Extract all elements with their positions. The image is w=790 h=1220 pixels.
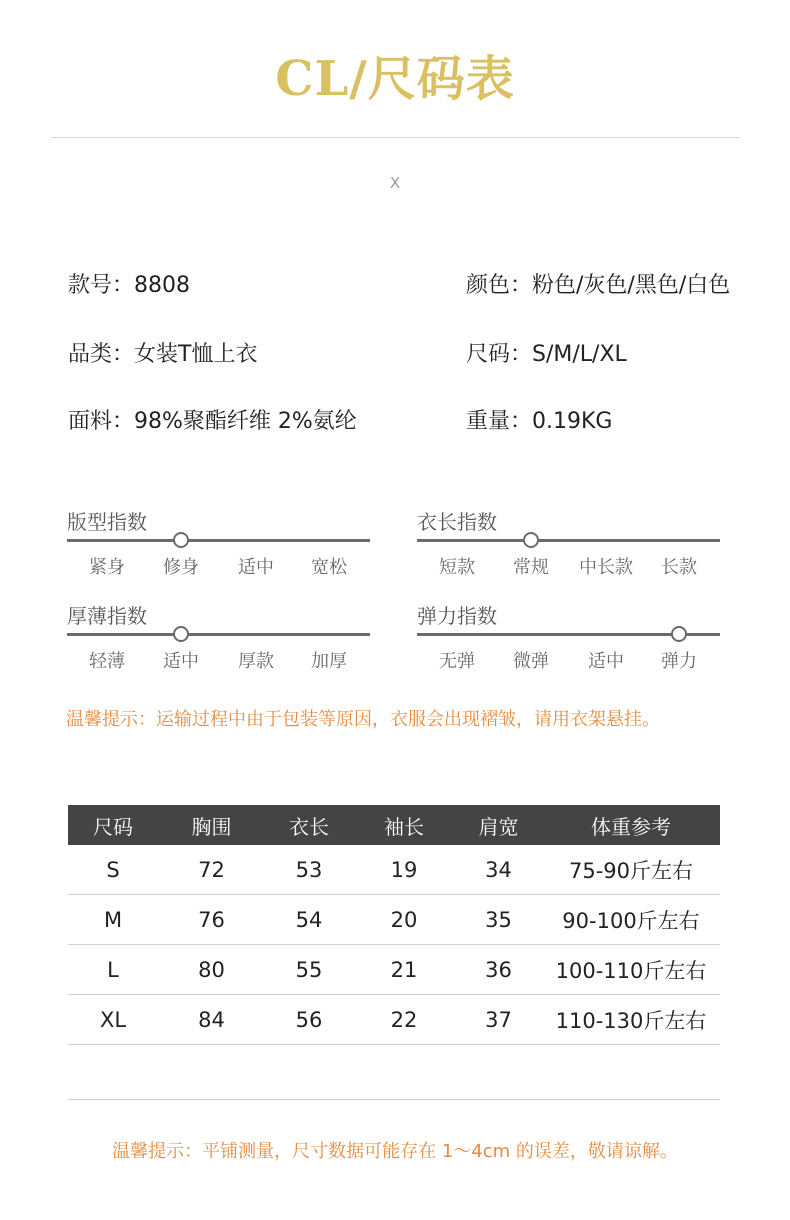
table-row <box>68 845 720 895</box>
header-cell: 衣长 <box>265 805 353 845</box>
gauge-label: 弹力 <box>661 651 697 672</box>
table-cell: XL <box>68 995 158 1045</box>
header-cell: 袖长 <box>353 805 455 845</box>
table-cell: 53 <box>265 845 353 895</box>
table-cell: 72 <box>158 845 265 895</box>
header-cell: 胸围 <box>158 805 265 845</box>
table-cell: 56 <box>265 995 353 1045</box>
table-cell: 34 <box>455 845 542 895</box>
gauge-label: 微弹 <box>513 651 549 672</box>
gauge-label: 宽松 <box>311 557 347 578</box>
table-cell: 55 <box>265 945 353 995</box>
gauge-label: 无弹 <box>439 651 475 672</box>
gauge-label: 适中 <box>238 557 274 578</box>
table-row <box>68 945 720 995</box>
table-cell: 36 <box>455 945 542 995</box>
table-cell: M <box>68 895 158 945</box>
gauge-label: 适中 <box>163 651 199 672</box>
gauge-label: 修身 <box>163 557 199 578</box>
category: 品类：女装T恤上衣 <box>68 342 258 367</box>
title-divider <box>51 137 740 138</box>
gauge-track <box>67 539 370 542</box>
gauge-label: 长款 <box>661 557 697 578</box>
table-row <box>68 995 720 1045</box>
gauge-indicator <box>173 532 189 548</box>
gauge-track <box>67 633 370 636</box>
table-cell: 21 <box>353 945 455 995</box>
table-cell: 84 <box>158 995 265 1045</box>
table-cell: 76 <box>158 895 265 945</box>
measurement-tip: 温馨提示：平铺测量，尺寸数据可能存在 1～4cm 的误差，敬请谅解。 <box>112 1141 678 1162</box>
table-cell: S <box>68 845 158 895</box>
gauge-title: 弹力指数 <box>417 604 497 628</box>
table-cell: 100-110斤左右 <box>542 945 720 995</box>
gauge-label: 短款 <box>439 557 475 578</box>
gauge-label: 中长款 <box>579 557 633 578</box>
gauge-track <box>417 539 720 542</box>
table-cell: L <box>68 945 158 995</box>
size-table <box>68 805 720 1045</box>
page-title: CL/尺码表 <box>275 51 515 107</box>
table-cell: 110-130斤左右 <box>542 995 720 1045</box>
table-row <box>68 895 720 945</box>
table-cell: 35 <box>455 895 542 945</box>
table-cell: 19 <box>353 845 455 895</box>
gauge-indicator <box>671 626 687 642</box>
shipping-tip: 温馨提示：运输过程中由于包装等原因，衣服会出现褶皱，请用衣架悬挂。 <box>66 709 660 730</box>
fabric: 面料：98%聚酯纤维 2%氨纶 <box>68 409 357 434</box>
gauge-indicator <box>523 532 539 548</box>
table-cell: 54 <box>265 895 353 945</box>
gauge-title: 版型指数 <box>67 510 147 534</box>
style-number: 款号：8808 <box>68 273 190 298</box>
table-cell: 20 <box>353 895 455 945</box>
x-mark: X <box>389 174 401 192</box>
weight: 重量：0.19KG <box>466 409 613 434</box>
gauge-title: 衣长指数 <box>417 510 497 534</box>
gauge-label: 轻薄 <box>89 651 125 672</box>
color-options: 颜色：粉色/灰色/黑色/白色 <box>466 273 731 298</box>
bottom-divider <box>68 1099 720 1100</box>
size-range: 尺码：S/M/L/XL <box>466 342 627 367</box>
gauge-indicator <box>173 626 189 642</box>
table-cell: 75-90斤左右 <box>542 845 720 895</box>
gauge-label: 适中 <box>588 651 624 672</box>
header-cell: 体重参考 <box>542 805 720 845</box>
header-cell: 肩宽 <box>455 805 542 845</box>
gauge-title: 厚薄指数 <box>67 604 147 628</box>
table-cell: 37 <box>455 995 542 1045</box>
size-table-header <box>68 805 720 845</box>
gauge-label: 加厚 <box>311 651 347 672</box>
gauge-label: 紧身 <box>89 557 125 578</box>
gauge-label: 厚款 <box>238 651 274 672</box>
table-cell: 22 <box>353 995 455 1045</box>
table-cell: 80 <box>158 945 265 995</box>
header-cell: 尺码 <box>68 805 158 845</box>
table-cell: 90-100斤左右 <box>542 895 720 945</box>
gauge-label: 常规 <box>513 557 549 578</box>
